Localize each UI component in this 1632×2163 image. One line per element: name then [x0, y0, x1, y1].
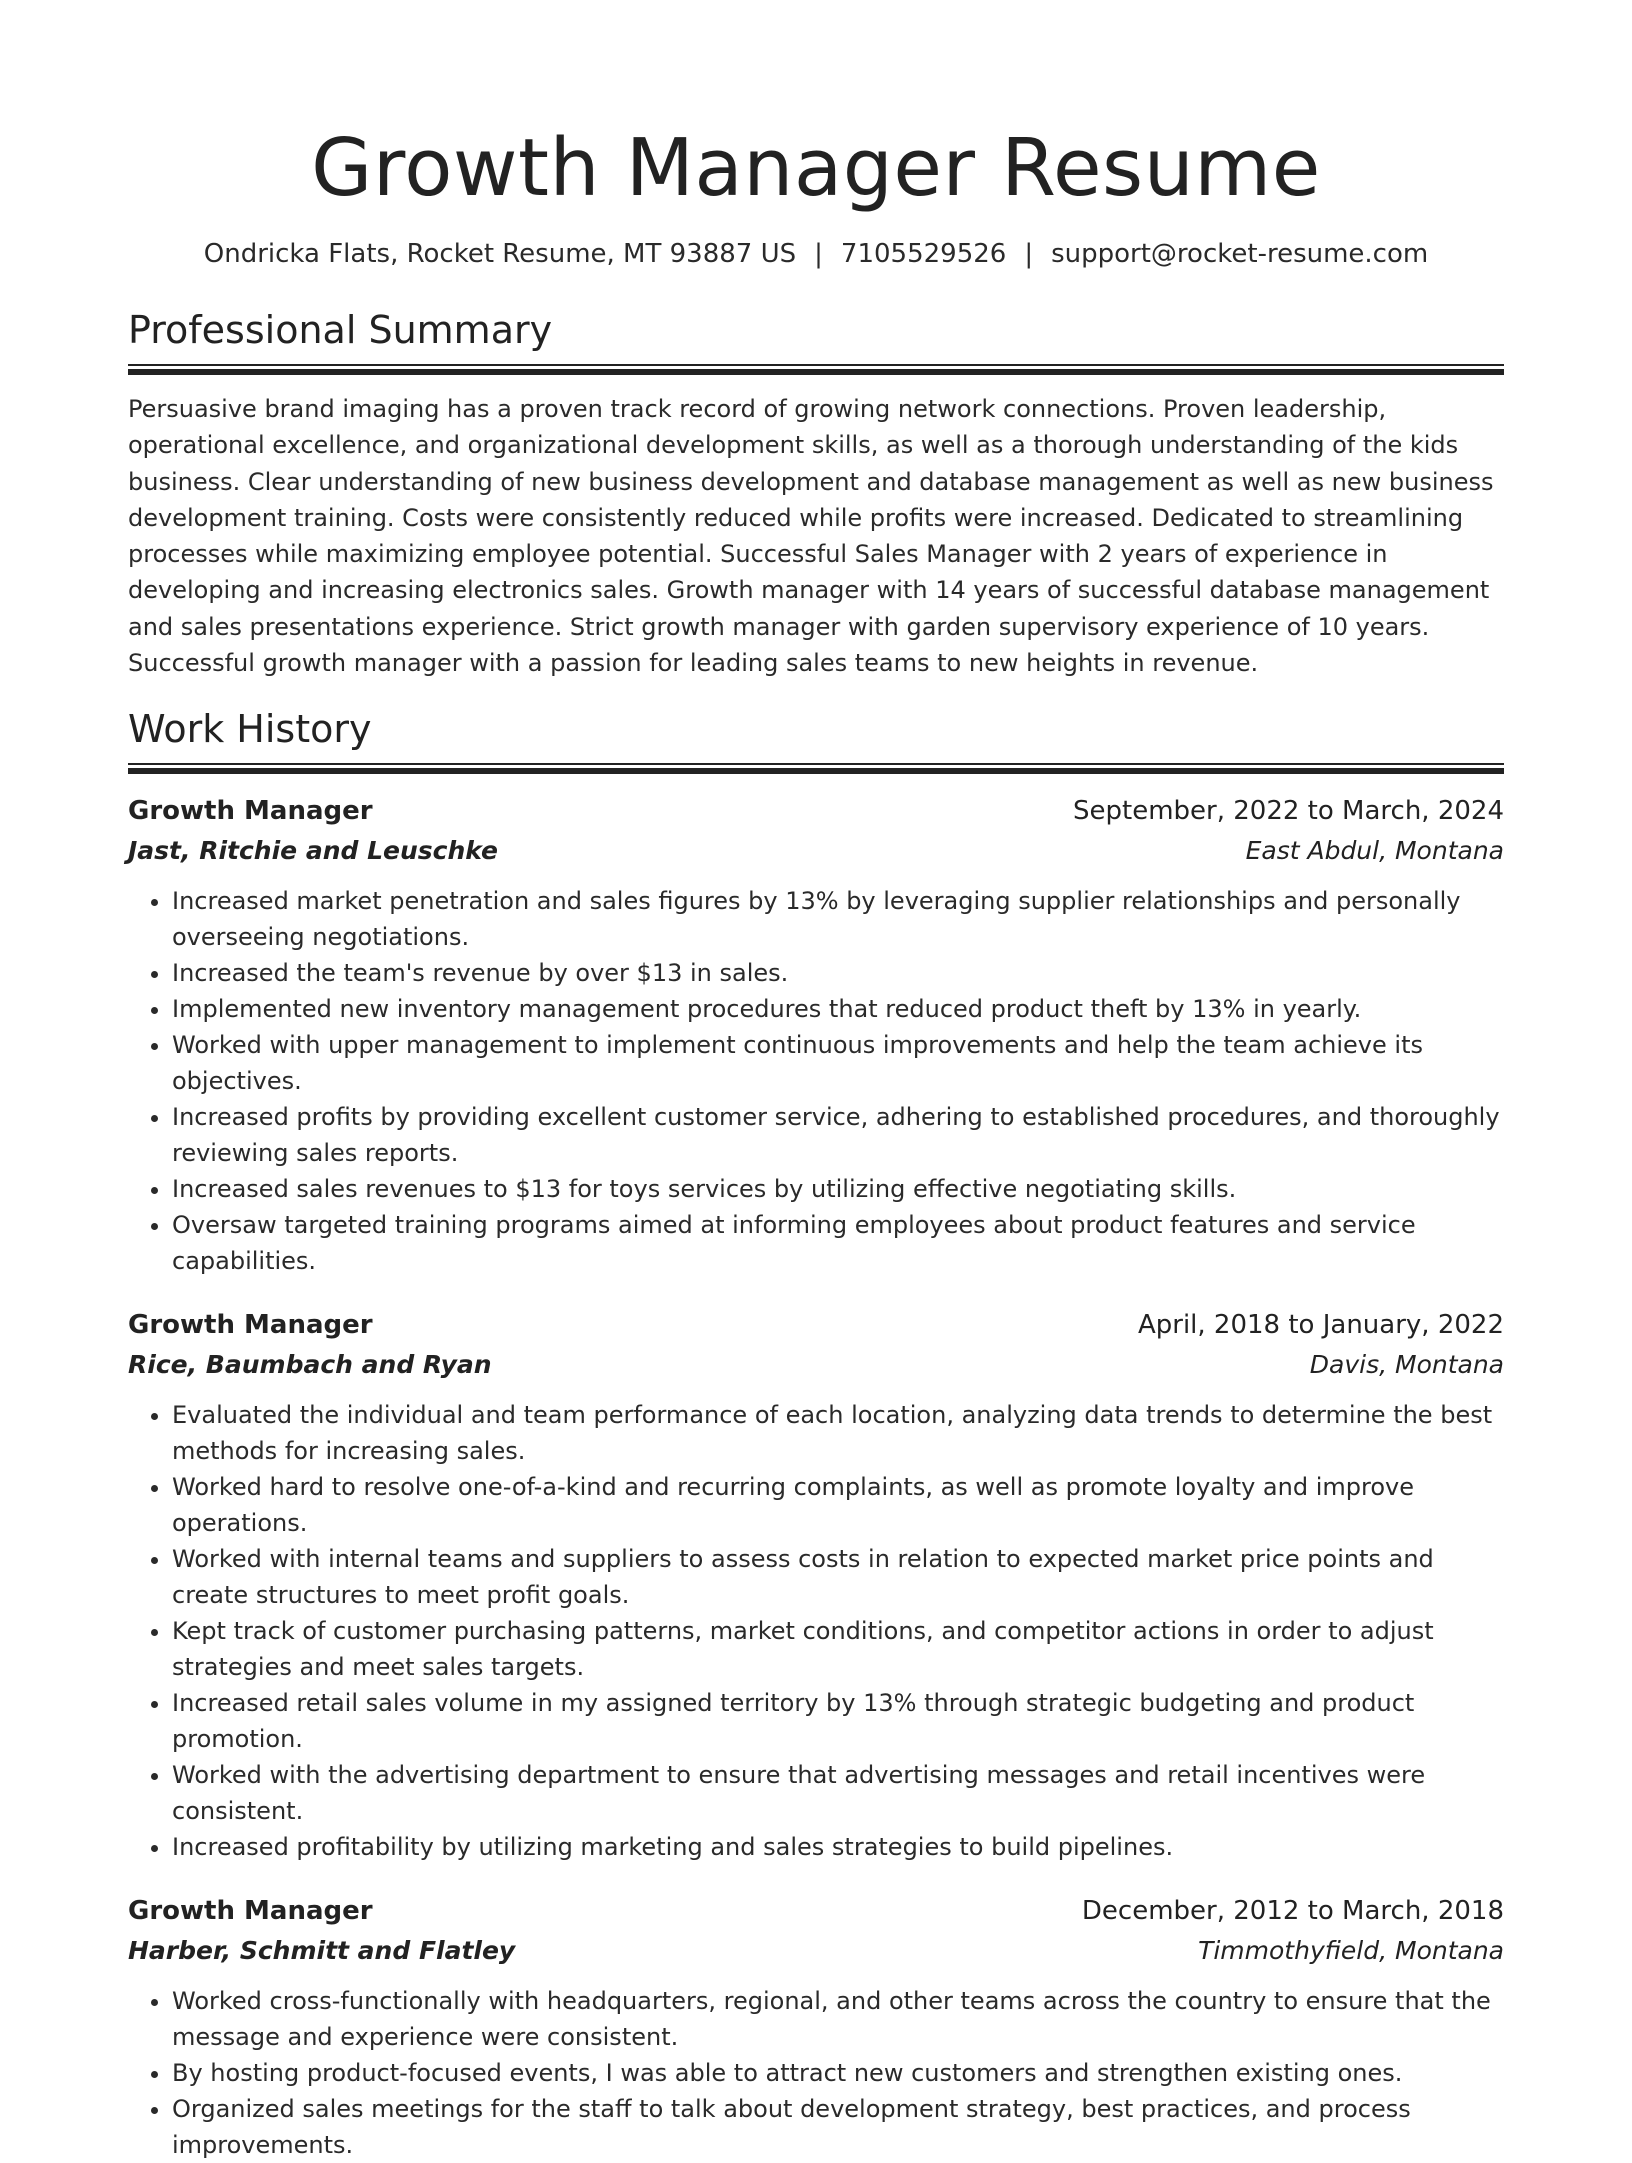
summary-text: Persuasive brand imaging has a proven track record of growing network connections. Proven leadership, operational excellence, and organizational development skills, as well as a thorough understanding of the kids business. Clear understanding of new business development and database management as well as new business development training. Costs were consistently reduced while profits were increased. Dedicated to streamlining processes while maximizing employee potential. Successful Sales Manager with 2 years of experience in developing and increasing electronics sales. Growth manager with 14 years of successful database management and sales presentations experience. Strict growth manager with garden supervisory experience of 10 years. Successful growth manager with a passion for leading sales teams to new heights in revenue.: [128, 395, 1494, 678]
job-location: Davis, Montana: [1309, 1350, 1504, 1380]
job-company: Rice, Baumbach and Ryan: [128, 1350, 492, 1380]
job-location: Timmothyfield, Montana: [1198, 1936, 1504, 1966]
section-divider: [128, 763, 1504, 774]
contact-phone: 7105529526: [840, 239, 1007, 269]
job-header: [128, 1305, 1504, 1345]
job-bullet: • Worked hard to resolve one-of-a-kind and recurring complaints, as well as promote loyalty and improve operations.: [172, 1469, 1504, 1541]
job-subheader: [128, 1345, 1504, 1385]
section-heading: Work History: [128, 707, 372, 752]
job-bullet: • Organized sales meetings for the staff to talk about development strategy, best practices, and process improvements.: [172, 2091, 1504, 2163]
job-bullet: • Increased retail sales volume in my assigned territory by 13% through strategic budgeting and product promotion.: [172, 1685, 1504, 1757]
job-bullet-list: [128, 1397, 1504, 1865]
job-bullet: • Implemented new inventory management procedures that reduced product theft by 13% in yearly.: [172, 991, 1504, 1027]
job-bullet: • Increased sales revenues to $13 for toys services by utilizing effective negotiating skills.: [172, 1171, 1504, 1207]
job-bullet: • Worked with the advertising department to ensure that advertising messages and retail incentives were consistent.: [172, 1757, 1504, 1829]
section-divider: [128, 364, 1504, 375]
job-bullet: • Increased profits by providing excellent customer service, adhering to established procedures, and thoroughly reviewing sales reports.: [172, 1099, 1504, 1171]
job-bullet: • Increased market penetration and sales figures by 13% by leveraging supplier relationships and personally overseeing negotiations.: [172, 883, 1504, 955]
job-bullet-list: [128, 883, 1504, 1279]
job-bullet: • Worked with internal teams and suppliers to assess costs in relation to expected market price points and create structures to meet profit goals.: [172, 1541, 1504, 1613]
job-bullet: • Increased profitability by utilizing marketing and sales strategies to build pipelines.: [172, 1829, 1504, 1865]
job-title: Growth Manager: [128, 1310, 373, 1341]
professional-summary-section: [128, 306, 1504, 681]
job-bullet: • Worked with upper management to implement continuous improvements and help the team achieve its objectives.: [172, 1027, 1504, 1099]
job-entry: [128, 1891, 1504, 2163]
job-entry: [128, 1305, 1504, 1865]
job-dates: April, 2018 to January, 2022: [1137, 1310, 1504, 1341]
job-company: Harber, Schmitt and Flatley: [128, 1936, 516, 1966]
job-title: Growth Manager: [128, 1896, 373, 1927]
resume-title: Growth Manager Resume: [311, 122, 1321, 214]
contact-separator: |: [814, 239, 823, 269]
job-bullet: • Increased the team's revenue by over $13 in sales.: [172, 955, 1504, 991]
job-bullet: • Evaluated the individual and team performance of each location, analyzing data trends to determine the best methods for increasing sales.: [172, 1397, 1504, 1469]
job-location: East Abdul, Montana: [1245, 836, 1504, 866]
job-dates: December, 2012 to March, 2018: [1081, 1896, 1504, 1927]
job-dates: September, 2022 to March, 2024: [1073, 796, 1504, 827]
job-bullet-list: [128, 1983, 1504, 2163]
contact-email[interactable]: support@rocket-resume.com: [1051, 239, 1429, 269]
resume-page: [128, 0, 1504, 2163]
contact-line: [128, 236, 1504, 272]
job-bullet: • By hosting product-focused events, I was able to attract new customers and strengthen existing ones.: [172, 2055, 1504, 2091]
job-entry: [128, 791, 1504, 1279]
job-subheader: [128, 1931, 1504, 1971]
job-header: [128, 791, 1504, 831]
contact-address: Ondricka Flats, Rocket Resume, MT 93887 US: [203, 239, 797, 269]
job-bullet: • Worked cross-functionally with headquarters, regional, and other teams across the country to ensure that the message and experience were consistent.: [172, 1983, 1504, 2055]
job-header: [128, 1891, 1504, 1931]
job-bullet: • Oversaw targeted training programs aimed at informing employees about product features and service capabilities.: [172, 1207, 1504, 1279]
work-history-section: [128, 705, 1504, 2163]
section-heading: Professional Summary: [128, 308, 553, 352]
job-bullet: • Kept track of customer purchasing patterns, market conditions, and competitor actions in order to adjust strategies and meet sales targets.: [172, 1613, 1504, 1685]
job-subheader: [128, 831, 1504, 871]
contact-separator: |: [1024, 239, 1034, 269]
job-company: Jast, Ritchie and Leuschke: [128, 836, 498, 866]
job-title: Growth Manager: [128, 796, 373, 827]
